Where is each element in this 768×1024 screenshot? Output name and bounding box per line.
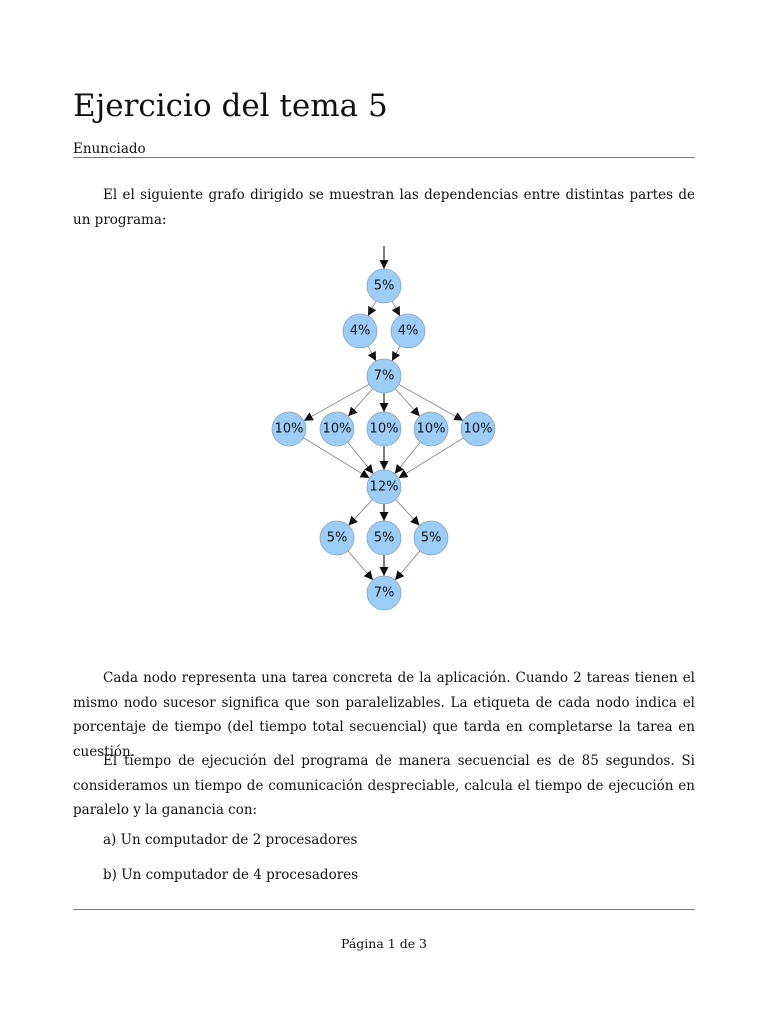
graph-node-label: 12% <box>369 479 399 495</box>
graph-node <box>367 521 401 555</box>
page-title: Ejercicio del tema 5 <box>73 88 388 124</box>
description-paragraph: Cada nodo representa una tarea concreta de la aplicación. Cuando 2 tareas tienen el mismo nodo sucesor significa que son paralelizables. La etiqueta de cada nodo indica el porcentaje de tiempo (del tiempo total secuencial) que tarda en completarse la tarea en cuestión. <box>73 670 695 760</box>
graph-edge-n3-n5 <box>348 389 372 417</box>
graph-edge-n7-n9 <box>395 442 421 474</box>
dependency-graph <box>0 240 768 620</box>
graph-node-label: 5% <box>373 278 395 294</box>
graph-node-label: 4% <box>397 323 419 339</box>
graph-node <box>367 269 401 303</box>
graph-node-label: 7% <box>373 585 395 601</box>
graph-edge-n10-n13 <box>348 551 373 580</box>
graph-node-label: 10% <box>369 421 399 437</box>
graph-edge-n5-n9 <box>348 442 374 474</box>
intro-paragraph: El el siguiente grafo dirigido se muestran las dependencias entre distintas partes de un programa: <box>73 187 695 228</box>
graph-node <box>367 576 401 610</box>
graph-node <box>461 412 495 446</box>
graph-edge-n1-n3 <box>368 346 376 361</box>
question-paragraph: El tiempo de ejecución del programa de manera secuencial es de 85 segundos. Si consideramos un tiempo de comunicación despreciable, calcula el tiempo de ejecución en paralelo y la ganancia con: <box>73 753 695 818</box>
graph-node <box>367 470 401 504</box>
graph-edge-n0-n1 <box>368 301 376 316</box>
graph-edge-n3-n7 <box>395 389 419 417</box>
graph-node-label: 5% <box>420 530 442 546</box>
graph-node-label: 10% <box>274 421 304 437</box>
graph-node <box>272 412 306 446</box>
graph-node <box>343 314 377 348</box>
graph-edge-n12-n13 <box>395 551 420 580</box>
graph-node-label: 5% <box>326 530 348 546</box>
graph-edge-n2-n3 <box>392 346 400 361</box>
graph-node <box>414 412 448 446</box>
list-item-b: b) Un computador de 4 procesadores <box>103 867 359 883</box>
graph-node <box>367 359 401 393</box>
page-number: Página 1 de 3 <box>340 936 428 951</box>
section-label: Enunciado <box>73 141 146 157</box>
header-divider <box>73 157 695 158</box>
graph-node-label: 5% <box>373 530 395 546</box>
graph-node-label: 4% <box>349 323 371 339</box>
footer-divider <box>73 909 695 910</box>
graph-node <box>320 521 354 555</box>
graph-node <box>320 412 354 446</box>
graph-node-label: 10% <box>463 421 493 437</box>
graph-node <box>391 314 425 348</box>
graph-node <box>367 412 401 446</box>
graph-node-label: 7% <box>373 368 395 384</box>
graph-node <box>414 521 448 555</box>
graph-edge-n9-n12 <box>396 500 420 526</box>
graph-edge-n0-n2 <box>392 301 400 316</box>
graph-node-label: 10% <box>322 421 352 437</box>
graph-node-label: 10% <box>416 421 446 437</box>
graph-edge-n9-n10 <box>349 500 373 526</box>
list-item-a: a) Un computador de 2 procesadores <box>103 832 358 848</box>
